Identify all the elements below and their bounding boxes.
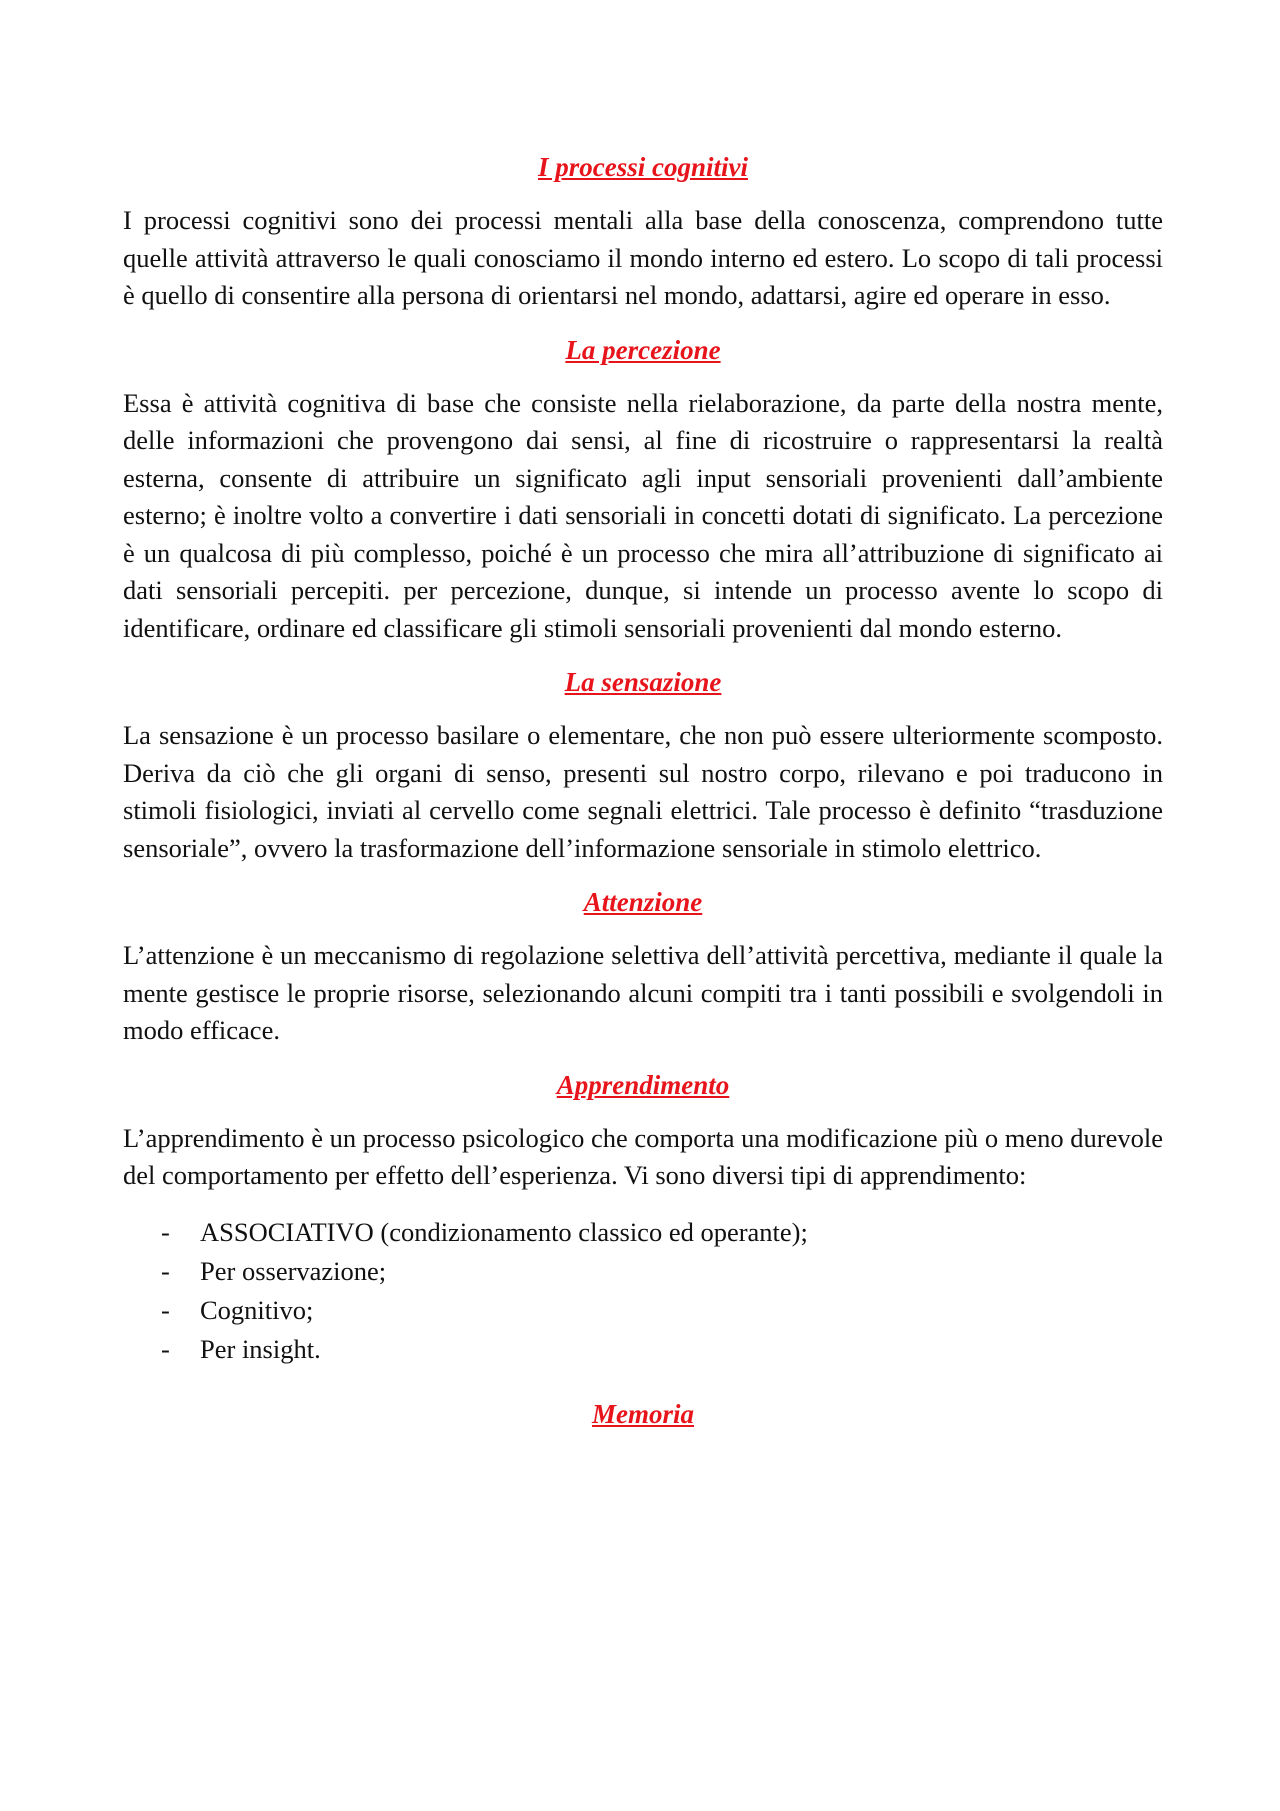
list-item-text: ASSOCIATIVO (condizionamento classico ed operante); [200,1216,808,1247]
section-heading: Memoria [591,1398,694,1429]
list-dash: - [161,1333,170,1364]
paragraph: La sensazione è un processo basilare o elementare, che non può essere ulteriormente scomposto. Deriva da ciò che gli organi di senso, presenti sul nostro corpo, rilevano e poi traducono in stimoli fisiologici, inviati al cervello come segnali elettrici. Tale processo è definito “trasduzione sensoriale”, ovvero la trasformazione dell’informazione sensoriale in stimolo elettrico. [123,720,1163,863]
list-item-text: Per insight. [200,1333,321,1364]
section-memoria [123,1397,1163,1431]
section-apprendimento [123,1068,1163,1369]
learning-types-list [123,1213,1163,1369]
section-attenzione [123,885,1163,1050]
section-heading: La sensazione [564,667,722,697]
section-heading: Attenzione [583,887,703,917]
list-dash: - [161,1255,170,1286]
list-item [123,1252,1163,1291]
section-heading: Apprendimento [556,1069,730,1100]
list-dash: - [161,1294,170,1325]
list-item [123,1330,1163,1369]
document-page [123,150,1163,1449]
section-sensazione [123,665,1163,867]
paragraph: Essa è attività cognitiva di base che consiste nella rielaborazione, da parte della nostra mente, delle informazioni che provengono dai sensi, al fine di ricostruire o rappresentarsi la realtà esterna, consente di attribuire un significato agli input sensoriali provenienti dall’ambiente esterno; è inoltre volto a convertire i dati sensoriali in concetti dotati di significato. La percezione è un qualcosa di più complesso, poiché è un processo che mira all’attribuzione di significato ai dati sensoriali percepiti. per percezione, dunque, si intende un processo avente lo scopo di identificare, ordinare ed classificare gli stimoli sensoriali provenienti dal mondo esterno. [123,387,1163,643]
section-percezione [123,333,1163,648]
list-dash: - [161,1216,170,1247]
list-item-text: Per osservazione; [200,1255,387,1286]
section-processi-cognitivi [123,150,1163,315]
paragraph: L’apprendimento è un processo psicologico che comporta una modificazione più o meno durevole del comportamento per effetto dell’esperienza. Vi sono diversi tipi di apprendimento: [123,1122,1163,1190]
section-heading: La percezione [565,334,721,365]
paragraph: L’attenzione è un meccanismo di regolazione selettiva dell’attività percettiva, mediante il quale la mente gestisce le proprie risorse, selezionando alcuni compiti tra i tanti possibili e svolgendoli in modo efficace. [123,940,1163,1045]
list-item-text: Cognitivo; [200,1294,314,1325]
paragraph: I processi cognitivi sono dei processi mentali alla base della conoscenza, comprendono tutte quelle attività attraverso le quali conosciamo il mondo interno ed estero. Lo scopo di tali processi è quello di consentire alla persona di orientarsi nel mondo, adattarsi, agire ed operare in esso. [123,205,1163,310]
list-item [123,1213,1163,1252]
section-heading: I processi cognitivi [538,152,748,182]
list-item [123,1291,1163,1330]
